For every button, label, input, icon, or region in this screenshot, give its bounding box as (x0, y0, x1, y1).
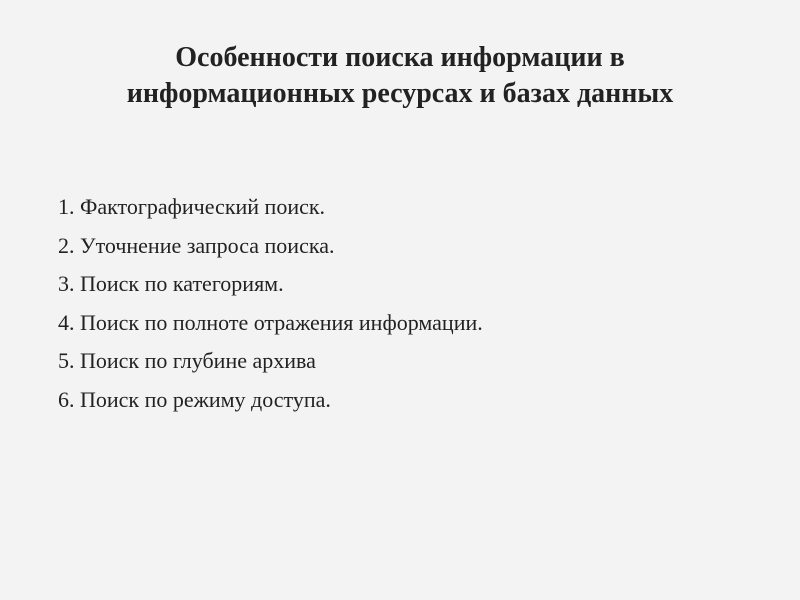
list-item: 1. Фактографический поиск. (58, 194, 326, 219)
list-item: 6. Поиск по режиму доступа. (58, 386, 331, 412)
feature-list (58, 188, 758, 419)
slide-title (40, 40, 760, 112)
slide-title-line-1: Особенности поиска информации в (175, 42, 625, 73)
list-item: 2. Уточнение запроса поиска. (58, 232, 335, 258)
list-item: 5. Поиск по глубине архива (58, 348, 316, 373)
list-item: 3. Поиск по категориям. (58, 271, 284, 296)
slide-title-line-2: информационных ресурсах и базах данных (126, 78, 674, 109)
list-item: 4. Поиск по полноте отражения информации. (58, 309, 483, 335)
